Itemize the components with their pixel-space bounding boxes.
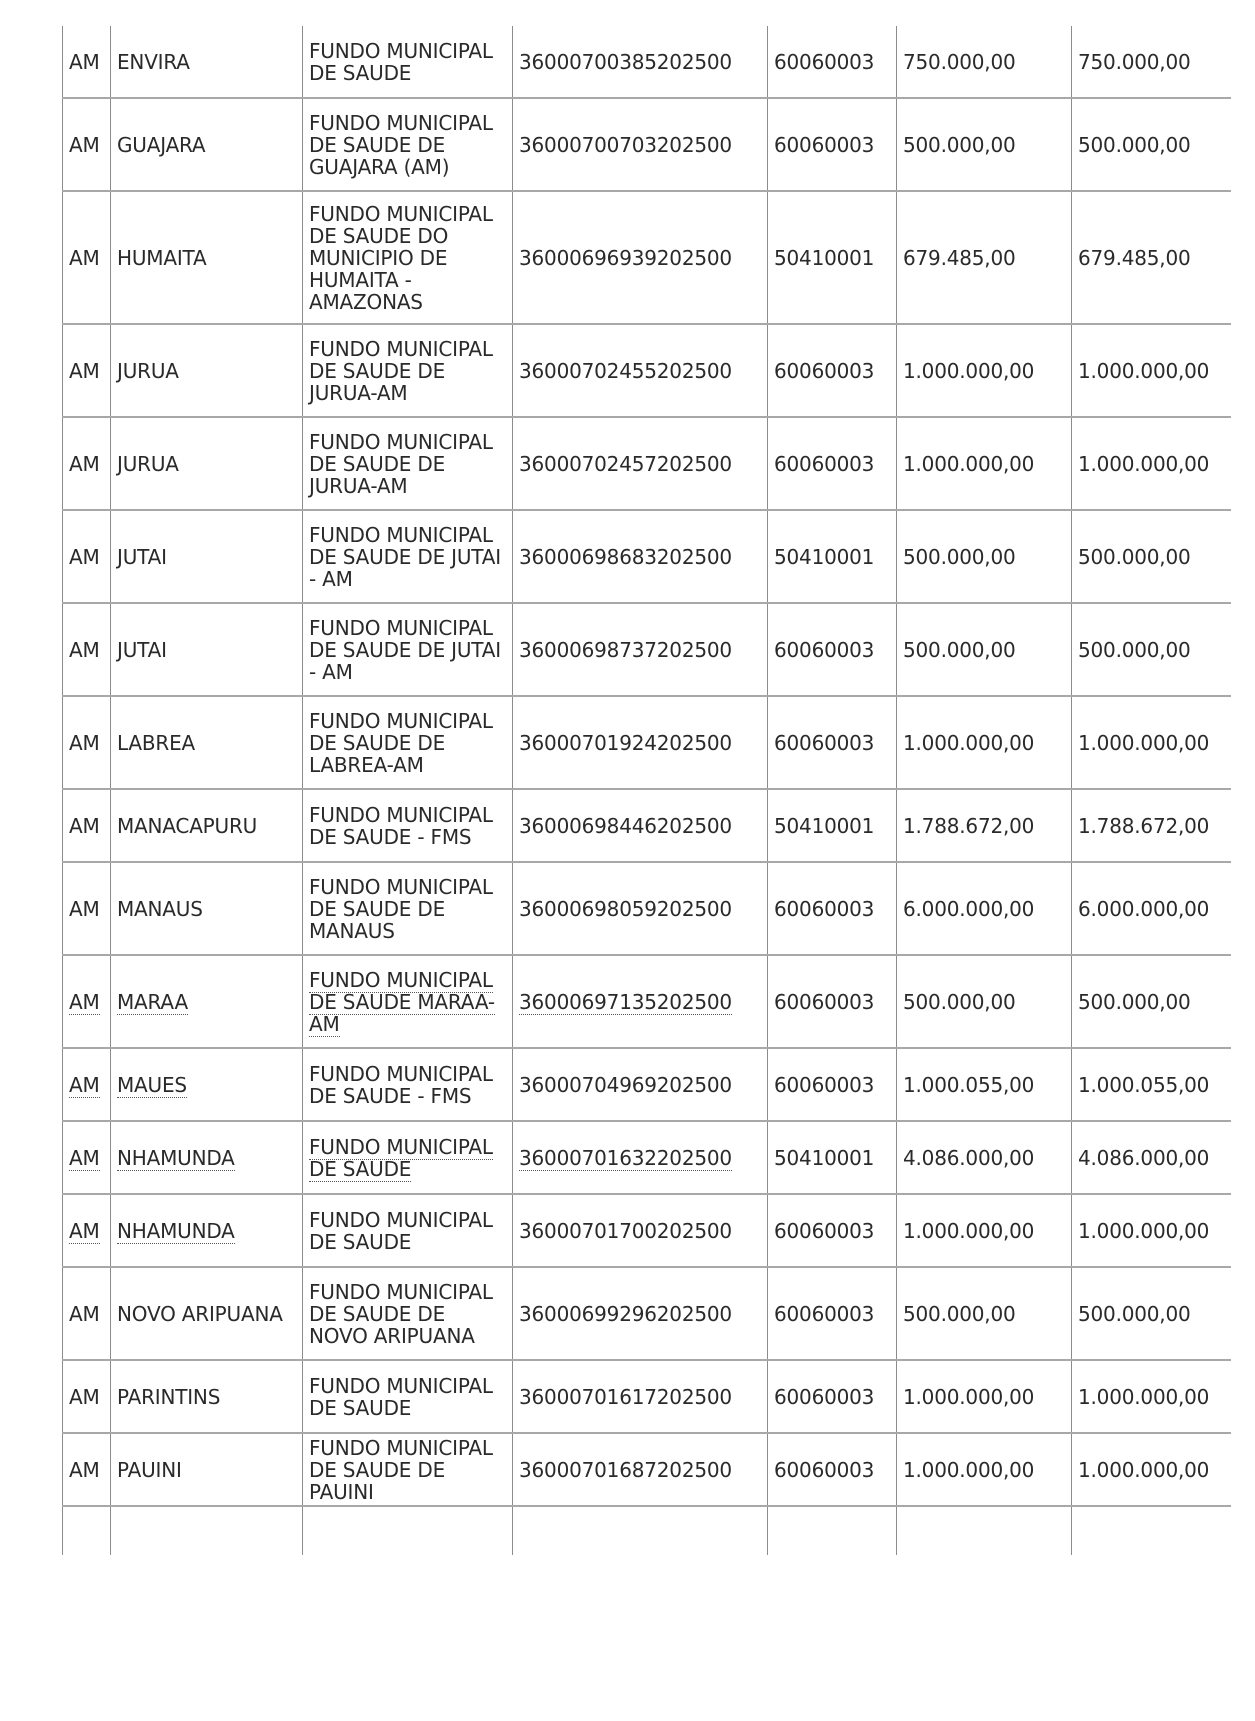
programa-cell: 60060003 <box>768 1194 897 1267</box>
proposta-link[interactable]: 36000697135202500 <box>519 989 732 1014</box>
entidade-cell: FUNDO MUNICIPAL DE SAUDE DE MANAUS <box>303 862 513 955</box>
valor-pago-cell: 1.000.000,00 <box>1072 1194 1231 1267</box>
programa-cell: 50410001 <box>768 1121 897 1194</box>
proposta-cell: 36000698683202500 <box>513 510 768 603</box>
valor-pago-cell: 500.000,00 <box>1072 98 1231 191</box>
valor-cell: 1.000.055,00 <box>897 1048 1072 1121</box>
proposta-cell: 36000696939202500 <box>513 191 768 324</box>
programa-cell: 50410001 <box>768 191 897 324</box>
municipio-link[interactable]: NHAMUNDA <box>117 1145 235 1170</box>
valor-pago-cell: 1.000.000,00 <box>1072 1360 1231 1433</box>
uf-link[interactable]: AM <box>69 1218 100 1243</box>
valor-cell: 6.000.000,00 <box>897 862 1072 955</box>
table-row <box>63 789 1231 862</box>
entidade-cell: FUNDO MUNICIPAL DE SAUDE DE JURUA-AM <box>303 417 513 510</box>
entidade-cell[interactable] <box>303 955 513 1048</box>
programa-cell: 60060003 <box>768 324 897 417</box>
municipio-cell: NOVO ARIPUANA <box>111 1267 303 1360</box>
table-row <box>63 603 1231 696</box>
valor-cell: 1.000.000,00 <box>897 1194 1072 1267</box>
valor-pago-cell: 1.000.055,00 <box>1072 1048 1231 1121</box>
proposta-cell: 36000704969202500 <box>513 1048 768 1121</box>
valor-cell: 1.000.000,00 <box>897 417 1072 510</box>
programa-cell: 60060003 <box>768 1433 897 1506</box>
municipio-cell: JUTAI <box>111 510 303 603</box>
uf-cell: AM <box>63 191 111 324</box>
programa-cell: 50410001 <box>768 789 897 862</box>
programa-cell: 60060003 <box>768 955 897 1048</box>
table-row <box>63 1360 1231 1433</box>
empty-cell <box>63 1506 111 1555</box>
valor-pago-cell: 1.000.000,00 <box>1072 417 1231 510</box>
entidade-cell[interactable] <box>303 1121 513 1194</box>
table-row <box>63 1433 1231 1506</box>
entidade-cell: FUNDO MUNICIPAL DE SAUDE - FMS <box>303 789 513 862</box>
transfer-table <box>62 26 1231 1555</box>
proposta-cell: 36000698446202500 <box>513 789 768 862</box>
municipio-cell: JURUA <box>111 417 303 510</box>
table-row <box>63 417 1231 510</box>
uf-cell: AM <box>63 1267 111 1360</box>
proposta-cell: 36000700385202500 <box>513 26 768 98</box>
entidade-cell: FUNDO MUNICIPAL DE SAUDE DE JUTAI - AM <box>303 603 513 696</box>
uf-link[interactable]: AM <box>69 989 100 1014</box>
programa-cell: 60060003 <box>768 1267 897 1360</box>
uf-link[interactable]: AM <box>69 1145 100 1170</box>
valor-pago-cell: 500.000,00 <box>1072 955 1231 1048</box>
valor-cell: 500.000,00 <box>897 510 1072 603</box>
valor-pago-cell: 1.788.672,00 <box>1072 789 1231 862</box>
empty-cell <box>303 1506 513 1555</box>
programa-cell: 60060003 <box>768 862 897 955</box>
proposta-link[interactable]: 36000701632202500 <box>519 1145 732 1170</box>
uf-cell: AM <box>63 1433 111 1506</box>
table-row <box>63 1194 1231 1267</box>
valor-pago-cell: 1.000.000,00 <box>1072 696 1231 789</box>
valor-cell: 750.000,00 <box>897 26 1072 98</box>
uf-cell[interactable] <box>63 1194 111 1267</box>
entidade-cell: FUNDO MUNICIPAL DE SAUDE <box>303 26 513 98</box>
valor-cell: 1.000.000,00 <box>897 1433 1072 1506</box>
proposta-cell: 36000702455202500 <box>513 324 768 417</box>
valor-pago-cell: 1.000.000,00 <box>1072 1433 1231 1506</box>
municipio-link[interactable]: MARAA <box>117 989 188 1014</box>
entidade-cell: FUNDO MUNICIPAL DE SAUDE DE JURUA-AM <box>303 324 513 417</box>
table-row <box>63 1048 1231 1121</box>
proposta-cell[interactable] <box>513 1121 768 1194</box>
valor-cell: 1.000.000,00 <box>897 696 1072 789</box>
municipio-cell: PARINTINS <box>111 1360 303 1433</box>
uf-cell: AM <box>63 417 111 510</box>
proposta-cell: 36000701617202500 <box>513 1360 768 1433</box>
valor-cell: 500.000,00 <box>897 603 1072 696</box>
municipio-cell[interactable] <box>111 1048 303 1121</box>
proposta-cell[interactable] <box>513 955 768 1048</box>
empty-cell <box>111 1506 303 1555</box>
uf-cell: AM <box>63 26 111 98</box>
municipio-cell: PAUINI <box>111 1433 303 1506</box>
table-body <box>63 26 1231 1555</box>
municipio-cell: GUAJARA <box>111 98 303 191</box>
programa-cell: 60060003 <box>768 26 897 98</box>
empty-cell <box>513 1506 768 1555</box>
table-row <box>63 696 1231 789</box>
table-row <box>63 862 1231 955</box>
entidade-cell: FUNDO MUNICIPAL DE SAUDE DO MUNICIPIO DE HUMAITA - AMAZONAS <box>303 191 513 324</box>
programa-cell: 60060003 <box>768 417 897 510</box>
municipio-cell: MANAUS <box>111 862 303 955</box>
entidade-cell: FUNDO MUNICIPAL DE SAUDE DE JUTAI - AM <box>303 510 513 603</box>
entidade-cell: FUNDO MUNICIPAL DE SAUDE - FMS <box>303 1048 513 1121</box>
proposta-cell: 36000698059202500 <box>513 862 768 955</box>
table-row <box>63 324 1231 417</box>
uf-cell: AM <box>63 862 111 955</box>
table-row <box>63 26 1231 98</box>
entidade-link[interactable]: FUNDO MUNICIPAL DE SAUDE MARAA-AM <box>309 967 495 1036</box>
empty-cell <box>1072 1506 1231 1555</box>
municipio-cell: JURUA <box>111 324 303 417</box>
uf-cell[interactable] <box>63 1048 111 1121</box>
valor-pago-cell: 679.485,00 <box>1072 191 1231 324</box>
uf-cell: AM <box>63 696 111 789</box>
uf-cell: AM <box>63 603 111 696</box>
municipio-cell[interactable] <box>111 1194 303 1267</box>
valor-pago-cell: 6.000.000,00 <box>1072 862 1231 955</box>
municipio-cell[interactable] <box>111 955 303 1048</box>
proposta-cell: 36000702457202500 <box>513 417 768 510</box>
valor-cell: 1.788.672,00 <box>897 789 1072 862</box>
valor-pago-cell: 1.000.000,00 <box>1072 324 1231 417</box>
uf-cell: AM <box>63 98 111 191</box>
valor-cell: 500.000,00 <box>897 955 1072 1048</box>
valor-pago-cell: 750.000,00 <box>1072 26 1231 98</box>
uf-cell[interactable] <box>63 955 111 1048</box>
uf-cell[interactable] <box>63 1121 111 1194</box>
proposta-cell: 36000700703202500 <box>513 98 768 191</box>
proposta-cell: 36000699296202500 <box>513 1267 768 1360</box>
proposta-cell: 36000698737202500 <box>513 603 768 696</box>
table-row <box>63 1121 1231 1194</box>
entidade-cell: FUNDO MUNICIPAL DE SAUDE <box>303 1360 513 1433</box>
empty-row <box>63 1506 1231 1555</box>
programa-cell: 60060003 <box>768 603 897 696</box>
municipio-cell: ENVIRA <box>111 26 303 98</box>
uf-cell: AM <box>63 789 111 862</box>
municipio-cell: MANACAPURU <box>111 789 303 862</box>
valor-pago-cell: 500.000,00 <box>1072 510 1231 603</box>
municipio-cell: HUMAITA <box>111 191 303 324</box>
proposta-cell: 36000701700202500 <box>513 1194 768 1267</box>
valor-pago-cell: 4.086.000,00 <box>1072 1121 1231 1194</box>
table-row <box>63 510 1231 603</box>
proposta-cell: 36000701924202500 <box>513 696 768 789</box>
entidade-cell: FUNDO MUNICIPAL DE SAUDE DE NOVO ARIPUANA <box>303 1267 513 1360</box>
valor-cell: 500.000,00 <box>897 98 1072 191</box>
entidade-link[interactable]: FUNDO MUNICIPAL DE SAUDE <box>309 1134 493 1181</box>
entidade-cell: FUNDO MUNICIPAL DE SAUDE <box>303 1194 513 1267</box>
valor-cell: 1.000.000,00 <box>897 324 1072 417</box>
municipio-link[interactable]: NHAMUNDA <box>117 1218 235 1243</box>
valor-pago-cell: 500.000,00 <box>1072 603 1231 696</box>
programa-cell: 50410001 <box>768 510 897 603</box>
empty-cell <box>897 1506 1072 1555</box>
table-row <box>63 191 1231 324</box>
municipio-cell: LABREA <box>111 696 303 789</box>
municipio-link[interactable]: MAUES <box>117 1072 187 1097</box>
empty-cell <box>768 1506 897 1555</box>
valor-cell: 679.485,00 <box>897 191 1072 324</box>
valor-pago-cell: 500.000,00 <box>1072 1267 1231 1360</box>
entidade-cell: FUNDO MUNICIPAL DE SAUDE DE PAUINI <box>303 1433 513 1506</box>
uf-cell: AM <box>63 1360 111 1433</box>
valor-cell: 500.000,00 <box>897 1267 1072 1360</box>
table-row <box>63 1267 1231 1360</box>
table-row <box>63 955 1231 1048</box>
valor-cell: 1.000.000,00 <box>897 1360 1072 1433</box>
uf-cell: AM <box>63 510 111 603</box>
municipio-cell: JUTAI <box>111 603 303 696</box>
entidade-cell: FUNDO MUNICIPAL DE SAUDE DE GUAJARA (AM) <box>303 98 513 191</box>
proposta-cell: 36000701687202500 <box>513 1433 768 1506</box>
municipio-cell[interactable] <box>111 1121 303 1194</box>
programa-cell: 60060003 <box>768 1360 897 1433</box>
entidade-cell: FUNDO MUNICIPAL DE SAUDE DE LABREA-AM <box>303 696 513 789</box>
uf-link[interactable]: AM <box>69 1072 100 1097</box>
programa-cell: 60060003 <box>768 1048 897 1121</box>
table-row <box>63 98 1231 191</box>
programa-cell: 60060003 <box>768 696 897 789</box>
programa-cell: 60060003 <box>768 98 897 191</box>
valor-cell: 4.086.000,00 <box>897 1121 1072 1194</box>
uf-cell: AM <box>63 324 111 417</box>
